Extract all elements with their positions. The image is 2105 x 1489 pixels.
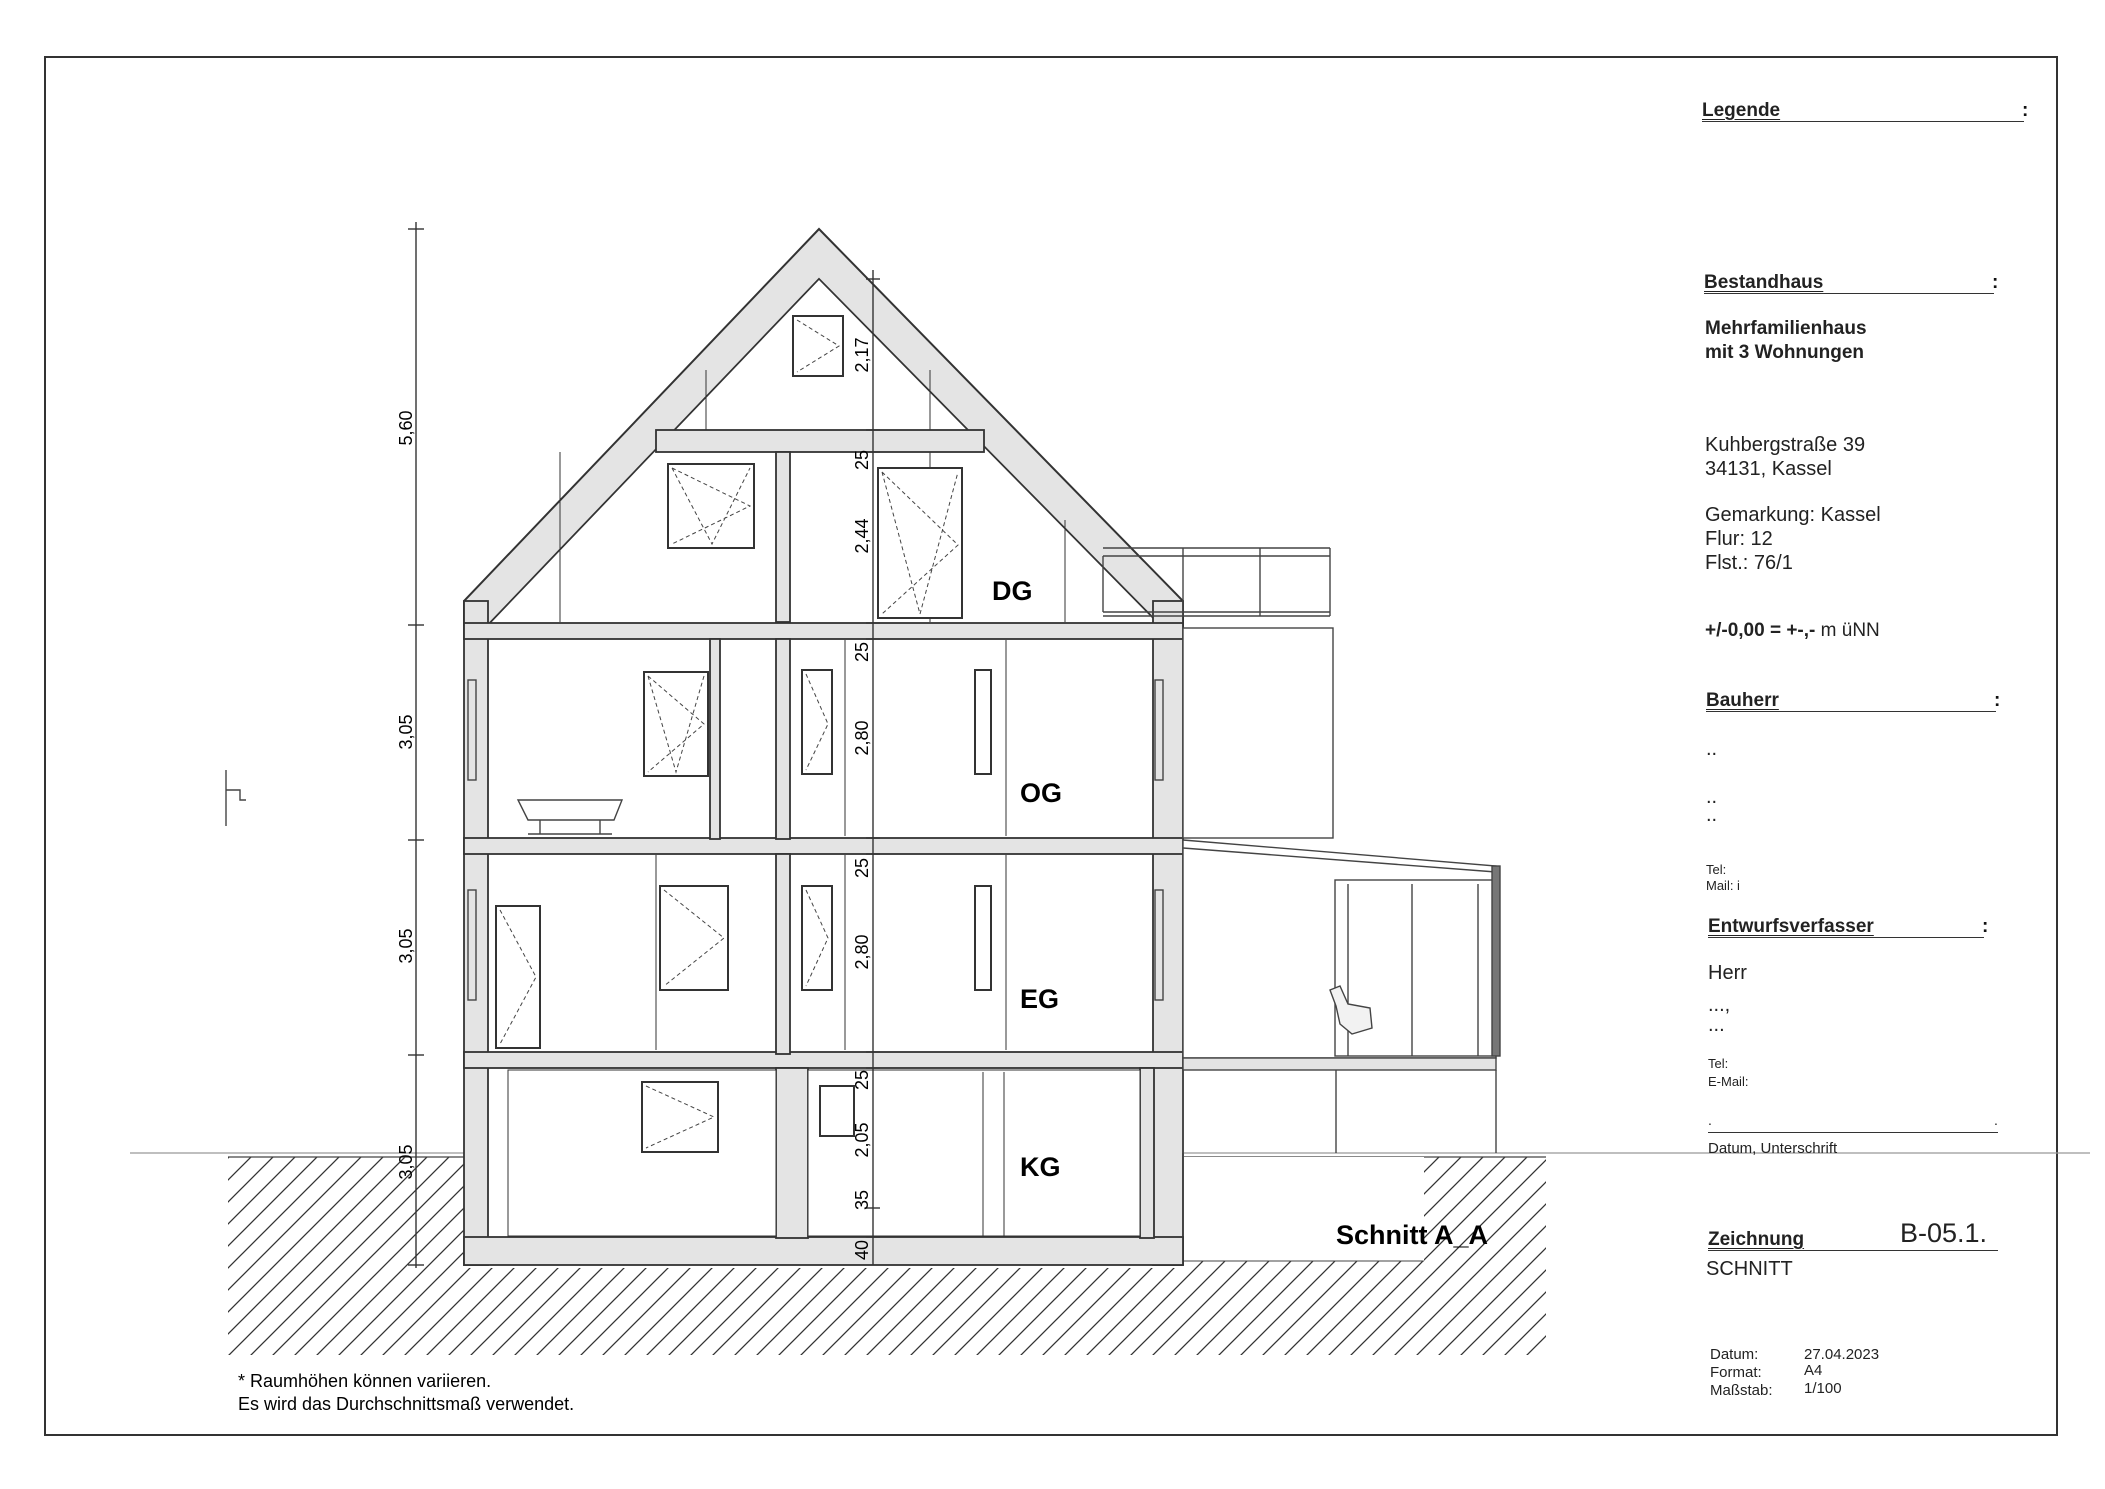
- signature-label: Datum, Unterschrift: [1708, 1140, 1838, 1157]
- level-label-dg: DG: [992, 576, 1033, 606]
- format-label: Format:: [1710, 1364, 1762, 1381]
- bauherr-line-2: ..: [1706, 786, 1718, 808]
- bauherr-mail: Mail: i: [1706, 878, 1740, 893]
- flst: Flst.: 76/1: [1705, 552, 1793, 574]
- drawing-type: SCHNITT: [1706, 1258, 1793, 1280]
- dim-inner-4: 25: [852, 641, 872, 663]
- bestandhaus-header: Bestandhaus: [1704, 272, 1824, 293]
- bauherr-header: Bauherr: [1706, 690, 1779, 711]
- footnote-line-1: * Raumhöhen können variieren.: [238, 1371, 492, 1391]
- dim-inner-9: 2,05: [852, 1122, 872, 1158]
- entwurf-line-2: ...: [1708, 1014, 1725, 1036]
- massstab-label: Maßstab:: [1710, 1382, 1773, 1399]
- height-reference-unit: m üNN: [1820, 620, 1880, 641]
- dim-inner-2: 25: [852, 449, 872, 471]
- legend-rule: [1702, 121, 2024, 122]
- entwurf-colon: :: [1982, 916, 1989, 937]
- level-label-og: OG: [1020, 778, 1063, 808]
- signature-dot-right: .: [1994, 1112, 1998, 1128]
- entwurf-name: Herr: [1708, 962, 1747, 984]
- bestandhaus-colon: :: [1992, 272, 1999, 293]
- section-title: Schnitt A_A: [1336, 1220, 1489, 1250]
- address-city: 34131, Kassel: [1705, 458, 1832, 480]
- legend-header: Legende: [1702, 100, 1781, 121]
- gemarkung: Gemarkung: Kassel: [1705, 504, 1881, 526]
- height-reference-value: +/-0,00 = +-,-: [1705, 620, 1816, 641]
- datum-value: 27.04.2023: [1804, 1346, 1880, 1363]
- height-reference: [1705, 620, 1880, 642]
- dim-inner-5: 2,80: [852, 720, 872, 756]
- entwurf-line-1: ...,: [1708, 994, 1731, 1016]
- signature-line: [1708, 1132, 1998, 1133]
- signature-dot-left: .: [1708, 1112, 1712, 1128]
- bauherr-line-1: ..: [1706, 738, 1718, 760]
- dim-overall-1: 5,60: [396, 410, 416, 446]
- building-type-1: Mehrfamilienhaus: [1705, 318, 1867, 339]
- bauherr-tel: Tel:: [1706, 862, 1727, 877]
- address-street: Kuhbergstraße 39: [1705, 434, 1866, 456]
- drawing-number: B-05.1.: [1900, 1218, 1988, 1248]
- entwurf-email: E-Mail:: [1708, 1074, 1749, 1089]
- zeichnung-header: Zeichnung: [1708, 1229, 1805, 1250]
- dim-overall-2: 3,05: [396, 714, 416, 750]
- dim-inner-7: 2,80: [852, 934, 872, 970]
- dim-inner-11: 40: [852, 1239, 872, 1261]
- bathtub: [518, 800, 622, 834]
- format-value: A4: [1804, 1362, 1823, 1379]
- dim-overall-3: 3,05: [396, 928, 416, 964]
- flur: Flur: 12: [1705, 528, 1773, 550]
- dim-overall-4: 3,05: [396, 1144, 416, 1180]
- dim-inner-6: 25: [852, 857, 872, 879]
- level-label-eg: EG: [1020, 984, 1060, 1014]
- dim-inner-1: 2,17: [852, 337, 872, 373]
- building-type-2: mit 3 Wohnungen: [1705, 342, 1865, 363]
- legend-colon: :: [2022, 100, 2029, 121]
- dim-inner-3: 2,44: [852, 518, 872, 554]
- entwurf-tel: Tel:: [1708, 1056, 1729, 1071]
- level-label-kg: KG: [1020, 1152, 1061, 1182]
- dim-inner-8: 25: [852, 1069, 872, 1091]
- entwurfsverfasser-header: Entwurfsverfasser: [1708, 916, 1874, 937]
- dim-inner-10: 35: [852, 1189, 872, 1211]
- massstab-value: 1/100: [1804, 1380, 1842, 1397]
- bauherr-line-3: ..: [1706, 804, 1718, 826]
- footnote-line-2: Es wird das Durchschnittsmaß verwendet.: [238, 1394, 575, 1414]
- bauherr-colon: :: [1994, 690, 2001, 711]
- datum-label: Datum:: [1710, 1346, 1759, 1363]
